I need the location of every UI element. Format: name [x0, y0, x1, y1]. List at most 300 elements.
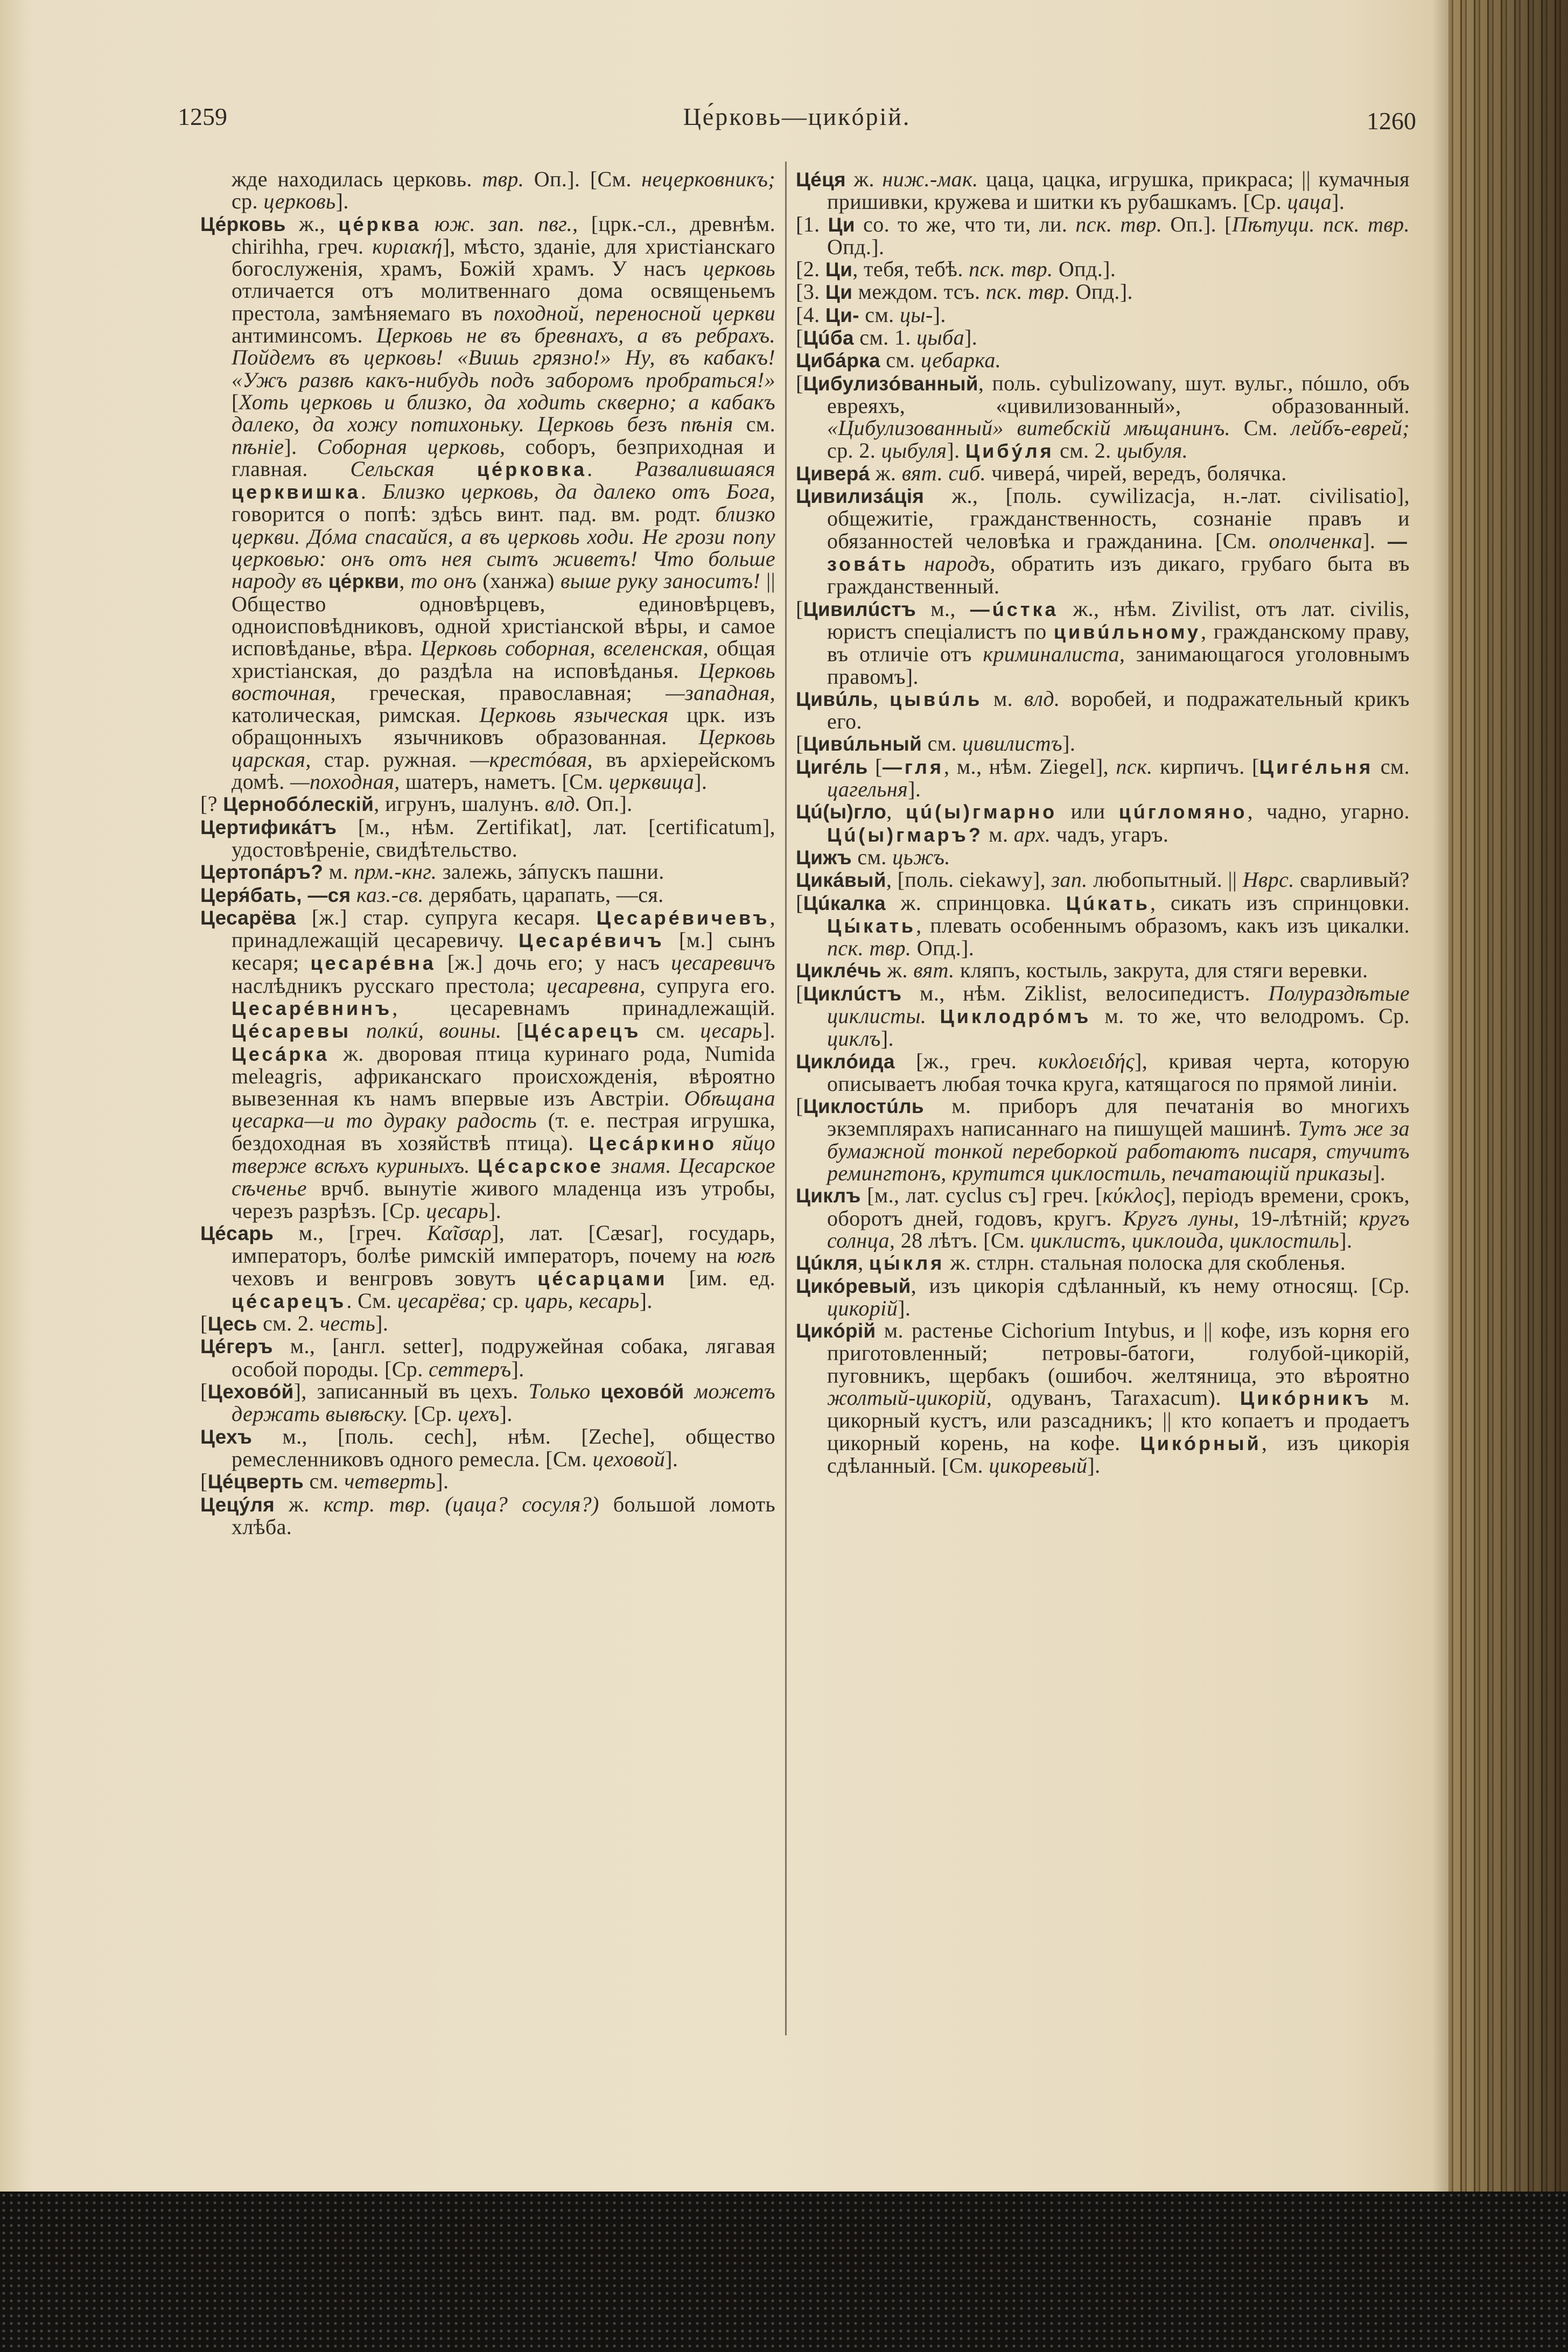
entry-text: ]. [1332, 190, 1345, 214]
italic-text: пск. твр. [1075, 212, 1163, 236]
italic-text: пск. [1116, 754, 1153, 779]
entry-text: [црк.-сл., древнѣм. chirihha, греч. [232, 211, 776, 258]
entry-text: ], лат. [Cæsar], государь, императоръ, болѣе римскій императоръ, почему на [232, 1220, 775, 1268]
entry-text: [ж.] стар. супруга кесаря. [296, 905, 597, 929]
headword: Ци [828, 213, 855, 236]
entry-text: ]. [947, 438, 965, 463]
entry-text: въ архіерейскомъ домѣ. [232, 747, 775, 794]
dictionary-entry [796, 372, 1410, 462]
italic-text: лейбъ-еврей; [1291, 416, 1410, 440]
italic-text: юж. зап. пвг., [434, 211, 578, 236]
dictionary-entry [796, 213, 1410, 258]
italic-text: Развалившаяся [635, 456, 775, 481]
dictionary-entry [200, 1335, 775, 1380]
entry-text: ж. [881, 958, 914, 983]
entry-text: [ [796, 1094, 803, 1118]
entry-text: ж. [870, 460, 902, 485]
entry-text: ср. [232, 189, 264, 214]
entry-text: , плевать особеннымъ образомъ, какъ изъ цикалки. [916, 913, 1410, 937]
italic-text: вят. сиб. [901, 460, 986, 485]
italic-text: пск. твр. [969, 257, 1053, 282]
entry-text: ]. [1087, 1453, 1101, 1478]
entry-text: общая христіанская, до раздѣла на исповѣданья. [232, 636, 775, 683]
headword: Циклúстъ [803, 982, 902, 1005]
italic-text: κύκλος [1102, 1183, 1164, 1208]
entry-text: междом. тсъ. [852, 279, 986, 304]
headword: Цесь [207, 1313, 257, 1335]
italic-text: кругъ солнца, [827, 1206, 1410, 1252]
entry-text: ]. [1373, 1161, 1386, 1186]
entry-text: ]. [762, 1018, 775, 1043]
entry-text: м., [англ. setter], подружейная собака, лягавая особой породы. [Ср. [232, 1334, 775, 1381]
dictionary-entry [200, 884, 775, 906]
headword: Цернобóлескій [223, 793, 374, 816]
italic-text: народъ, [924, 551, 996, 576]
headword: цеховóй [600, 1381, 684, 1403]
derived-headword: це́рковка [477, 458, 587, 480]
running-header [178, 102, 1416, 140]
dictionary-entry [200, 793, 775, 815]
headword: Цикóрій [796, 1320, 876, 1342]
entry-text: [Ср. [408, 1402, 458, 1426]
headword: Цикáвый [796, 869, 886, 892]
entry-text: [4. [796, 302, 825, 327]
italic-text: честь [320, 1311, 376, 1336]
derived-headword: Цесáрка [232, 1042, 330, 1065]
entry-text: ]. [511, 1356, 524, 1381]
entry-text: ср. [487, 1288, 525, 1313]
entry-text [717, 1131, 732, 1155]
headword: Цивúльный [803, 733, 922, 755]
page-number-right: 1260 [1367, 107, 1416, 135]
entry-text: [ж., греч. [894, 1048, 1038, 1073]
entry-text: отличается отъ молитвеннаго дома освященьемъ престола, замѣняемаго въ [232, 278, 775, 325]
entry-text: ж. [846, 167, 883, 191]
entry-text: врчб. вынутіе живого младенца изъ утробы, черезъ разрѣзъ. [Ср. [232, 1176, 775, 1223]
entry-text: ]. [898, 1296, 911, 1320]
entry-text: црк. изъ обращонныхъ язычниковъ образованная. [232, 703, 775, 750]
entry-text: , сикать изъ спринцовки. [1150, 890, 1410, 915]
entry-text: Оп.]. [ [1162, 212, 1232, 236]
dictionary-entry [200, 1493, 775, 1538]
entry-text [323, 569, 328, 593]
headword: Цертопáръ? [200, 861, 324, 884]
entry-text: . [587, 456, 635, 481]
entry-text: ]. [639, 1288, 653, 1313]
entry-text: греческая, православная; [335, 680, 666, 705]
entry-text: наслѣдникъ русскаго престола; [232, 973, 547, 998]
entry-text: обратить изъ дикаго, грубаго быта въ гражданственный. [827, 551, 1410, 599]
dictionary-entry [796, 485, 1410, 597]
headword: Цивúль [796, 688, 873, 710]
entry-text: дерябать, царапать, —ся. [423, 882, 664, 907]
dictionary-entry [796, 755, 1410, 801]
italic-text: цикоревый [989, 1453, 1088, 1478]
derived-headword: Цикóрникъ [1240, 1387, 1371, 1410]
derived-headword: Цесарéвнинъ [232, 997, 393, 1019]
italic-text: выше руку заноситъ! [560, 569, 761, 593]
italic-text: криминалиста, [983, 642, 1125, 667]
derived-headword: Цикóрный [1140, 1432, 1262, 1454]
entry-text [684, 1379, 695, 1403]
entry-text: цаца, цацка, игрушка, прикраса; || кумачныя пришивки, кружева и шитки къ рубашкамъ. [Ср. [827, 167, 1410, 214]
italic-text: каз.-св. [356, 882, 424, 907]
italic-text: циклистъ, циклоида, циклостиль [1030, 1228, 1340, 1252]
headword: Цикóревый [796, 1275, 911, 1297]
entry-text: Оп.]. [См. [524, 167, 642, 191]
headword: Цéсарь [200, 1222, 274, 1244]
italic-text: Тутъ же за бумажной тонкой переборкой работаютъ писаря, стучитъ ремингтонъ, крутится циклостиль, печатающій приказы [827, 1116, 1410, 1186]
entry-text: ж. дворовая птица куринаго рода, Numida meleagris, африканскаго происхожденія, вѣроятно вывезенная къ намъ впервые изъ Австріи. [232, 1041, 775, 1111]
italic-text: цехъ [458, 1402, 500, 1426]
italic-text: цесарь [700, 1018, 762, 1043]
entry-text: см. 2. [1054, 438, 1117, 463]
italic-text: Обѣщана цесарка—и то дураку радость [232, 1086, 775, 1133]
derived-headword: —зовáть [827, 530, 1410, 576]
italic-text: цесарь [426, 1198, 488, 1223]
headword: Цивилизáція [796, 485, 925, 508]
entry-text: ], періодъ времени, срокъ, оборотъ дней, годовъ, кругъ. [827, 1183, 1410, 1230]
derived-headword: Цигéльня [1259, 755, 1374, 778]
headword: Цивилúстъ [803, 598, 916, 620]
dictionary-entry [796, 1184, 1410, 1251]
italic-text: царь, кесарь [524, 1288, 640, 1313]
entry-text: м., [греч. [274, 1220, 427, 1245]
italic-text: цыбуля. [1116, 438, 1188, 463]
italic-text: цесаревичъ [671, 950, 775, 975]
entry-text: воробей, и подражательный крикъ его. [827, 686, 1410, 734]
derived-headword: Цесарéвичъ [519, 929, 664, 952]
entry-text: , чадно, угарно. [1247, 799, 1410, 824]
entry-text: жде находилась церковь. [232, 167, 482, 191]
headword: Цúкалка [803, 892, 886, 914]
entry-text: кирпичъ. [ [1152, 754, 1259, 779]
entry-text: супруга его. [645, 973, 775, 998]
headword: Ци [825, 258, 853, 281]
italic-text: —походная, [290, 769, 400, 794]
entry-text: , [858, 1250, 869, 1275]
derived-headword: цúгломяно [1118, 801, 1248, 823]
dictionary-entry [796, 892, 1410, 960]
headword: Цéця [796, 169, 846, 191]
derived-headword: —úстка [970, 598, 1059, 620]
italic-text: то онъ [410, 569, 477, 593]
entry-text: со. то же, что ти, ли. [855, 212, 1076, 236]
entry-text: , м., нѣм. Ziegel], [944, 754, 1116, 779]
dictionary-entry [796, 1275, 1410, 1320]
italic-text: полкú, воины. [366, 1018, 502, 1043]
page-number-left: 1259 [178, 103, 227, 130]
entry-text: одуванъ, Taraxacum). [992, 1385, 1240, 1410]
italic-text: Хоть церковь и близко, да ходить скверно; а кабакъ далеко, да хожу потихоньку. Церковь безъ пѣнія [232, 389, 775, 437]
derived-headword: Цú(ы)гмаръ? [827, 823, 983, 846]
entry-text: м. то же, что велодромъ. Ср. [1091, 1003, 1410, 1028]
headword: Циверá [796, 462, 870, 485]
entry-text: ]. [335, 189, 349, 214]
headword: Циклостúль [803, 1095, 924, 1118]
italic-text: Церковь восточная, [232, 658, 775, 705]
entry-text: ж., [285, 211, 339, 236]
italic-text: прм.-кнг. [354, 859, 437, 884]
headword: Циклóида [796, 1050, 895, 1073]
entry-text: антиминсомъ. [232, 323, 376, 348]
entry-text: см. [880, 348, 921, 373]
entry-text [591, 1379, 601, 1403]
headword: Цúкля [796, 1252, 858, 1275]
italic-text: Церковь языческая [479, 703, 669, 727]
dictionary-entry [200, 1312, 775, 1335]
italic-text: нецерковникъ; [641, 167, 775, 191]
entry-text: ]. [694, 769, 708, 794]
dictionary-entry [200, 860, 775, 883]
dictionary-entry [796, 688, 1410, 733]
entry-text: м., [поль. cech], нѣм. [Zeche], общество ремесленниковъ одного ремесла. [См. [232, 1424, 775, 1471]
dictionary-entry [796, 349, 1410, 372]
italic-text: влд. [544, 792, 581, 816]
italic-text: церковь [263, 189, 336, 214]
italic-text: цыбуля [881, 438, 947, 463]
dictionary-entry [796, 462, 1410, 485]
entry-text: см. [859, 302, 900, 327]
dictionary-entry [200, 1380, 775, 1425]
derived-headword: —гля [882, 755, 944, 778]
italic-text: Церковь не въ бревнахъ, а въ ребрахъ. Пойдемъ въ церковь! «Вишь грязно!» Ну, въ кабакъ! «Ужъ развѣ какъ-нибудь подъ заборомъ пробраться!» [232, 323, 775, 392]
entry-text: соборъ, безприходная и главная. [232, 434, 775, 481]
italic-text: вят. [913, 958, 955, 983]
italic-text: цесарёва; [397, 1288, 487, 1313]
entry-text: ]. [499, 1402, 513, 1426]
entry-text: [ [796, 890, 803, 915]
headword: Ци- [825, 304, 859, 326]
italic-text: цикорій [827, 1296, 898, 1320]
entry-text: ]. [1339, 1228, 1353, 1252]
entry-text: , изъ цикорія сдѣланный, къ нему относящ. [Ср. [911, 1273, 1410, 1298]
entry-text: ]. [665, 1446, 678, 1471]
italic-text: Καῖσαρ [427, 1220, 492, 1245]
italic-text: Только [528, 1379, 591, 1404]
headword: Цúба [803, 327, 854, 349]
italic-text: цы- [899, 302, 933, 327]
headword: Цертификáтъ [200, 816, 337, 838]
entry-text: ], записанный въ цехъ. [293, 1379, 529, 1404]
entry-text: или [1057, 799, 1119, 824]
entry-text: ]. [436, 1469, 449, 1494]
entry-text: [ [232, 389, 239, 414]
entry-continuation [200, 168, 775, 213]
entry-text: , [873, 686, 890, 711]
derived-headword: це́рква [338, 213, 422, 235]
italic-text: зап. [1051, 867, 1088, 892]
entry-text [435, 457, 477, 481]
italic-text: «Цибулизованный» витебскій мѣщанинъ. [827, 416, 1231, 440]
entry-text [351, 883, 356, 907]
derived-headword: Цы́кать [827, 914, 916, 937]
italic-text: цесаревна, [546, 973, 646, 998]
entry-text: [м., нѣм. Zertifikat], лат. [certificatum], удостовѣреніе, свидѣтельство. [232, 814, 775, 862]
entry-text: м. [323, 859, 354, 884]
italic-text: пѣніе [232, 434, 284, 459]
headword: Цесарёва [200, 906, 296, 929]
entry-text: м. приборъ для печатанія во многихъ экземплярахъ написаннаго на пишущей машинѣ. [827, 1094, 1410, 1141]
dictionary-entry [796, 1095, 1410, 1184]
dictionary-entry [796, 1319, 1410, 1476]
entry-text: (ханжа) [477, 569, 561, 593]
entry-text: кляпъ, костыль, закрута, для стяги веревки. [954, 958, 1368, 983]
italic-text: κυριακή [372, 234, 443, 258]
italic-text: походной, переносной церкви [493, 300, 775, 325]
headword: Цéцверть [207, 1471, 304, 1493]
italic-text: Соборная церковь, [317, 434, 506, 459]
entry-text: [ [796, 981, 803, 1005]
derived-headword: Цéсарское [477, 1155, 604, 1178]
entry-text: [ж.] дочь его; у насъ [436, 950, 671, 975]
headword: Цéгеръ [200, 1335, 273, 1358]
headword: це́ркви [328, 570, 400, 593]
italic-text: церквица [608, 769, 695, 794]
entry-text: , игрунъ, шалунъ. [374, 792, 545, 816]
entry-text: см. [304, 1469, 345, 1494]
derived-headword: Цúкать [1066, 892, 1150, 914]
dictionary-entry [796, 959, 1410, 982]
entry-text: ], кривая черта, которую описываетъ любая точка круга, катящагося по прямой линіи. [827, 1048, 1410, 1096]
derived-headword: цивúльному [1053, 620, 1201, 643]
entry-text: занимающагося уголовнымъ правомъ]. [827, 642, 1410, 689]
italic-text: пск. твр. [985, 279, 1070, 304]
entry-text: [2. [796, 257, 825, 282]
running-title: Це́рковь—цикóрій. [683, 103, 911, 130]
entry-text [470, 1153, 478, 1178]
derived-headword: цесарéвна [310, 952, 436, 975]
entry-text: чеховъ и венгровъ зовутъ [232, 1265, 538, 1290]
derived-headword: Цесáркино [589, 1132, 717, 1154]
derived-headword: Цесарéвичевъ [596, 906, 770, 929]
dictionary-entry [796, 281, 1410, 303]
headword: Церя́бать, —ся [200, 884, 351, 906]
derived-headword: цы́кля [869, 1252, 945, 1275]
dictionary-entry [796, 800, 1410, 846]
italic-text: циклъ [827, 1026, 881, 1051]
italic-text: сеттеръ [429, 1356, 512, 1381]
italic-text: Нврс. [1242, 867, 1294, 892]
headword: Циклъ [796, 1185, 861, 1207]
dictionary-entry [200, 816, 775, 861]
scanner-background [0, 2192, 1568, 2352]
entry-text: см. [852, 844, 893, 869]
derived-headword: Цéсарецъ [523, 1020, 641, 1042]
headword: Цижъ [796, 846, 852, 869]
entry-text: Опд.]. [1070, 279, 1133, 304]
dictionary-entry [200, 906, 775, 1222]
entry-text: ср. 2. [827, 438, 881, 463]
italic-text: четверть [344, 1469, 436, 1494]
dictionary-entry [796, 846, 1410, 869]
italic-text: твр. [482, 167, 524, 191]
italic-text: Сельская [350, 456, 435, 481]
column-divider [785, 162, 787, 2035]
italic-text: пск. твр. [827, 936, 912, 961]
dictionary-entry [796, 326, 1410, 349]
italic-text: цыба [916, 325, 964, 350]
italic-text: Полураздѣтые циклисты. [827, 981, 1410, 1028]
entry-text: м., нѣм. Ziklist, велосипедистъ. [901, 981, 1269, 1005]
italic-text: κυκλοειδής [1038, 1048, 1135, 1073]
entry-text: ]. [1062, 731, 1076, 756]
entry-text: [ [200, 1311, 208, 1336]
dictionary-entry [796, 304, 1410, 326]
page-stack-edges [1448, 0, 1568, 2192]
italic-text: можетъ держать вывѣску. [232, 1379, 775, 1426]
entry-text: Опд.]. [911, 936, 975, 961]
entry-text: м. цикорный кустъ, или разсадникъ; || кто копаетъ и продаетъ цикорный корень, на кофе. [827, 1385, 1410, 1455]
entry-text: . См. [346, 1288, 397, 1313]
entry-text: , принадлежащій цесаревичу. [232, 905, 775, 953]
entry-text: ]. [375, 1311, 389, 1336]
entry-text: , гражданскому праву, въ отличіе отъ [827, 619, 1410, 667]
headword: Це́рковь [200, 213, 286, 235]
entry-text: [м., лат. cyclus съ] греч. [ [860, 1183, 1103, 1208]
derived-headword: Цибýля [965, 439, 1054, 462]
derived-headword: цывúль [890, 688, 983, 710]
entry-text: . [360, 479, 383, 504]
entry-text: говорится о попѣ: здѣсь винт. пад. вм. родт. [232, 502, 716, 527]
derived-headword: цú(ы)гмарно [905, 801, 1058, 823]
entry-text: чадъ, угаръ. [1051, 822, 1169, 846]
italic-text: близко церкви. Дóма спасайся, а въ церковь ходи. Не грози попу церковью: онъ отъ нея сытъ живетъ! Что больше народу въ [232, 502, 775, 593]
headword: Ци [825, 281, 853, 304]
entry-text: католическая, римская. [232, 703, 480, 727]
entry-text: ]. [908, 777, 921, 802]
dictionary-entry [796, 1050, 1410, 1095]
entry-text: ]. [284, 434, 317, 459]
italic-text: ополченка [1269, 528, 1363, 553]
entry-text: [ [796, 731, 803, 756]
entry-text: [ [796, 325, 803, 350]
entry-text: ж. [275, 1492, 324, 1516]
entry-text: м., [916, 596, 970, 621]
left-column [200, 168, 775, 1538]
italic-text: знамя. Цесарское сѣченье [232, 1153, 776, 1201]
dictionary-entry [796, 982, 1410, 1050]
entry-text: большой ломоть хлѣба. [232, 1492, 775, 1539]
entry-text: шатеръ, наметъ. [См. [400, 769, 609, 794]
entry-text: , поль. cybulizowany, шут. вульг., пóшло, объ евреяхъ, «цивилизованный», образованный. [827, 370, 1410, 418]
headword: Циклéчь [796, 960, 881, 982]
dictionary-entry [796, 258, 1410, 281]
entry-text: , [886, 799, 906, 824]
italic-text: цивилистъ [962, 731, 1063, 756]
entry-text: [м.] сынъ кесаря; [232, 928, 776, 975]
italic-text: Церковь царская, [232, 725, 775, 772]
entry-text: [ [200, 1469, 208, 1494]
entry-text: сварливый? [1294, 867, 1410, 892]
entry-text: [ [796, 596, 803, 621]
right-column [796, 168, 1410, 1476]
italic-text: Кругъ луны, [1123, 1206, 1240, 1230]
italic-text: цебарка. [920, 348, 1002, 373]
entry-text: ]. [488, 1198, 502, 1223]
headword: Цецýля [200, 1493, 275, 1516]
entry-text: [? [200, 792, 223, 816]
entry-text: ]. [933, 302, 946, 327]
entry-text: залежь, зáпускъ пашни. [437, 859, 664, 884]
entry-text: (т. е. пестрая игрушка, бездоходная въ хозяйствѣ птица). [232, 1108, 775, 1155]
italic-text: яйцо тверже всѣхъ куриныхъ. [232, 1130, 775, 1178]
entry-text: См. [1230, 416, 1291, 440]
derived-headword: Цéсаревы [232, 1020, 352, 1042]
entry-text [351, 1018, 366, 1042]
entry-text: см. 1. [853, 325, 917, 350]
italic-text: цеховой [592, 1446, 666, 1471]
